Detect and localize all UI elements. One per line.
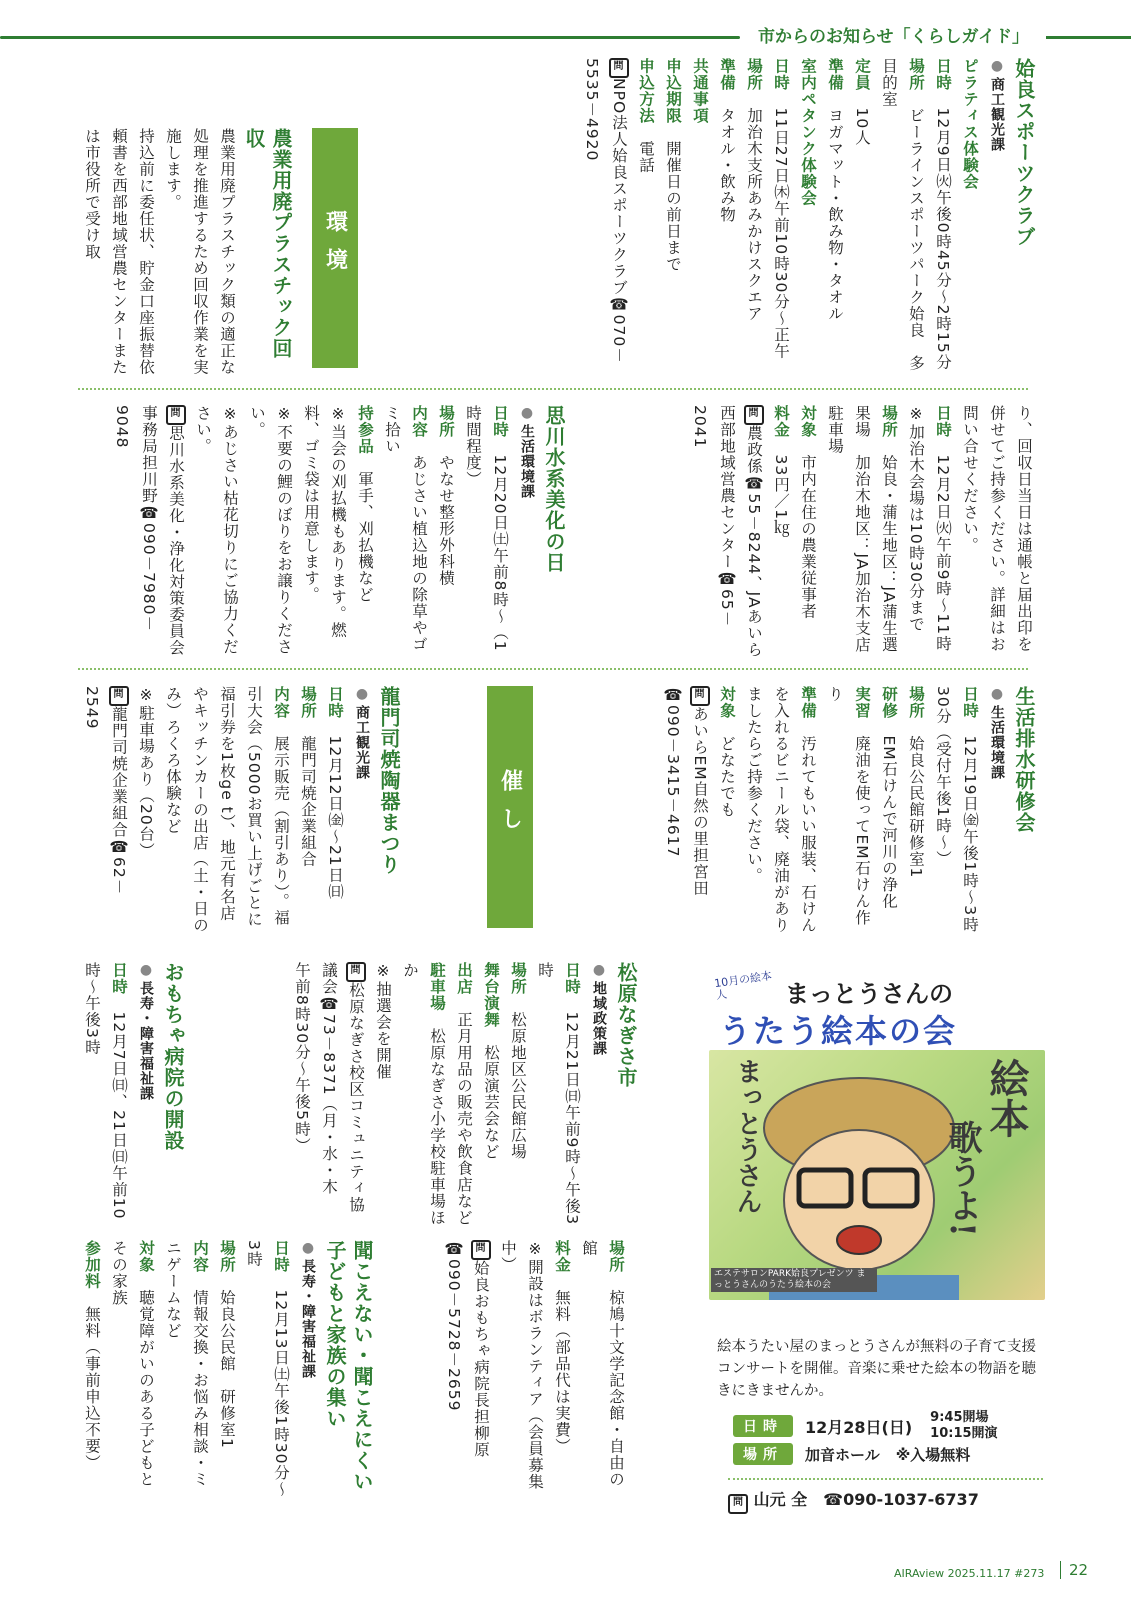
pottery-date: 12月12日㈮～21日㈰: [326, 735, 344, 900]
poster-date-row: [733, 1410, 998, 1442]
label-date: 日時: [326, 686, 344, 719]
label-place: 場所: [218, 1240, 236, 1273]
art-text-1: 絵本: [983, 1058, 1030, 1138]
label-content: 内容: [272, 686, 290, 719]
river-bring: 軍手、刈払機など: [356, 471, 374, 603]
deaf-target: 聴覚障がいのある子どもとその家族: [110, 1240, 155, 1488]
nagisa-title: 松原なぎさ市: [614, 962, 638, 1088]
nagisa-date: 12月21日㈰午前9時～午後3時: [536, 962, 581, 1226]
agri-date: 12月2日㈫午前9時～11時※加治木会場は10時30分まで: [907, 405, 952, 652]
poster-illustration: [709, 1050, 1045, 1300]
poster-date: 12月28日(日): [805, 1417, 913, 1437]
label-common: 共通事項: [691, 58, 709, 124]
label-prep: 準備: [799, 686, 817, 719]
nagisa-shop: 正月用品の販売や飲食店など: [455, 1011, 473, 1226]
pilates-prep: ヨガマット・飲み物・タオル: [826, 107, 844, 322]
nagisa-dept: ● 地域政策課: [591, 962, 607, 1056]
river-inquiry: 思川水系美化・浄化対策委員会 事務局担川野☎090－7980－9048: [113, 405, 185, 673]
section-title: 市からのお知らせ「くらしガイド」: [758, 27, 1029, 47]
label-place: 場所: [437, 405, 455, 438]
drain-dept: ● 生活環境課: [989, 686, 1005, 780]
pottery-title: 龍門司焼陶器まつり: [377, 686, 401, 875]
deaf-title: 聞こえない・聞こえにくい子どもと家族の集い: [323, 1240, 374, 1492]
deaf-date: 12月13日㈯午後1時30分～3時: [245, 1240, 290, 1498]
toy-fee: 無料（部品代は実費）: [553, 1289, 571, 1455]
pilates-place: ビーラインスポーツパーク姶良 多目的室: [880, 58, 925, 372]
poster-free: ※入場無料: [895, 1445, 971, 1464]
label-capacity: 定員: [853, 58, 871, 91]
poster-times: [930, 1410, 997, 1442]
pilates-title: ピラティス体験会: [961, 58, 979, 190]
toy-title: おもちゃ病院の開設: [161, 962, 185, 1151]
toy-note: ※開設はボランティア（会員募集中）: [499, 1240, 544, 1490]
poster-place-row: [733, 1443, 970, 1465]
ehon-poster: [705, 968, 1048, 1322]
river-article: [108, 405, 567, 673]
label-date: 日時: [110, 962, 128, 995]
toy-article-cont: [440, 1240, 629, 1500]
drain-target: どなたでも: [718, 735, 736, 818]
pottery-inquiry: 龍門司焼企業組合☎62－2549: [83, 686, 128, 896]
separator-2: [78, 668, 1028, 670]
art-text-2: 歌うよ!: [942, 1120, 982, 1237]
toy-dept: ● 長寿・障害福祉課: [138, 962, 154, 1101]
agri-article-cont: [686, 405, 1037, 660]
label-fee: 料金: [553, 1240, 571, 1273]
poster-time-open: 9:45開場: [930, 1410, 989, 1425]
deaf-dept: ● 長寿・障害福祉課: [300, 1240, 316, 1379]
label-fee: 参加料: [83, 1240, 101, 1290]
deaf-content: 情報交換・お悩み相談・ミニゲームなど: [164, 1240, 209, 1488]
method: 電話: [637, 140, 655, 174]
label-stage: 舞台演舞: [482, 962, 500, 1028]
sports-inquiry: NPO法人姶良スポーツクラブ☎070－5535－4920: [583, 58, 628, 364]
agri-article: [78, 128, 294, 378]
label-content: 内容: [410, 405, 428, 438]
art-text-3: まっとうさん: [732, 1058, 762, 1214]
river-note3: ※あじさい枯花切りにご協力ください。: [194, 405, 239, 655]
pilates-date: 12月9日㈫午後0時45分～2時15分: [934, 107, 952, 371]
drain-date: 12月19日㈮午後1時～3時30分（受付午後1時～）: [934, 686, 979, 933]
agri-body2: 持込前に委任状、貯金口座振替依頼書を西部地域営農センターまたは市役所で受け取: [83, 128, 155, 376]
nagisa-parking: 松原なぎさ小学校駐車場ほか: [401, 962, 446, 1226]
petanque-prep: タオル・飲み物: [718, 107, 736, 223]
label-date: 日時: [272, 1240, 290, 1273]
label-prep: 準備: [718, 58, 736, 91]
poster-place: 加音ホール: [805, 1445, 880, 1464]
poster-inquiry: 山元 全 ☎090-1037-6737: [753, 1490, 979, 1509]
pottery-content: 展示販売（割引あり）。福引大会（5000お買い上げごとに福引券を1枚ge t）、地元有名店やキッチンカーの出店（土・日のみ）ろくろ体験など: [164, 686, 290, 934]
toy-article: [78, 962, 186, 1227]
label-target: 対象: [799, 405, 817, 438]
river-content: あじさい植込地の除草やゴミ拾い: [383, 405, 428, 653]
agri-title: 農業用廃プラスチック回収: [242, 128, 293, 359]
drain-training: EM石けんで河川の浄化: [880, 735, 898, 910]
agri-body3: り、回収日当日は通帳と届出印を併せてご持参ください。詳細はお問い合せください。: [961, 405, 1033, 653]
river-note1: ※当会の刈払機もあります。燃料、ゴミ袋は用意します。: [302, 405, 347, 639]
agri-inquiry: 農政係☎55－8244、JAあいら西部地域営農センター☎65－2041: [691, 405, 763, 659]
inquiry-icon: 問: [744, 405, 764, 425]
label-target: 対象: [137, 1240, 155, 1273]
poster-time-start: 10:15開演: [930, 1426, 998, 1441]
deaf-fee: 無料（事前申込不要）: [83, 1306, 101, 1471]
nagisa-inquiry: 松原なぎさ校区コミュニティ協議会☎73－8371（月・水・木 午前8時30分～午後5時）: [293, 962, 365, 1213]
inquiry-icon: 問: [346, 962, 366, 982]
page-number: 22: [1060, 1561, 1088, 1579]
label-prep: 準備: [826, 58, 844, 91]
agri-target: 市内在住の農業従事者: [799, 454, 817, 620]
drain-title: 生活排水研修会: [1012, 686, 1036, 833]
inquiry-icon: 問: [109, 686, 129, 706]
poster-sub: 10月の絵本人: [713, 969, 773, 1003]
agri-fee: 33円／1㎏: [772, 454, 790, 537]
separator-1: [78, 388, 1028, 390]
footer-brand: AIRAview 2025.11.17 #273: [894, 1567, 1045, 1580]
pottery-dept: ● 商工観光課: [354, 686, 370, 780]
pottery-article: [78, 686, 402, 936]
nagisa-note: ※抽選会を開催: [374, 962, 392, 1080]
label-training: 研修: [880, 686, 898, 719]
label-method: 申込方法: [637, 58, 655, 124]
inquiry-icon: 問: [166, 405, 186, 425]
river-dept: ● 生活環境課: [519, 405, 535, 499]
petanque-place: 加治木支所あみかけスクエア: [745, 107, 763, 322]
sports-title: 姶良スポーツクラブ: [1012, 58, 1036, 247]
label-place: 場所: [733, 1443, 793, 1465]
pottery-note: ※駐車場あり（20台）: [137, 686, 155, 859]
toy-place: 椋鳩十文学記念館・自由の館: [580, 1240, 625, 1488]
label-shop: 出店: [455, 962, 473, 995]
label-bring: 持参品: [356, 405, 374, 455]
label-content: 内容: [191, 1240, 209, 1273]
label-target: 対象: [718, 686, 736, 719]
label-date: 日時: [733, 1415, 793, 1437]
nagisa-article: [288, 962, 639, 1227]
label-place: 場所: [607, 1240, 625, 1273]
poster-caption: エステサロンPARK姶良プレゼンツ まっとうさんのうたう絵本の会: [711, 1268, 877, 1292]
drain-practice: 廃油を使ってEM石けん作り: [826, 686, 871, 926]
label-date: 日時: [934, 58, 952, 91]
petanque-title: 室内ペタンク体験会: [799, 58, 817, 207]
pottery-place: 龍門司焼企業組合: [299, 735, 317, 868]
river-note2: ※不要の鯉のぼりをお譲りください。: [248, 405, 293, 655]
river-place: やなせ整形外科横: [437, 454, 455, 587]
header-rule-right: [1046, 36, 1131, 39]
toy-inquiry: 姶良おもちゃ病院長担柳原☎090－5728－2659: [445, 1240, 490, 1458]
sports-dept: ● 商工観光課: [989, 58, 1005, 152]
label-place: 場所: [907, 686, 925, 719]
label-practice: 実習: [853, 686, 871, 719]
label-place: 場所: [509, 962, 527, 995]
tag-events: 催し: [487, 686, 533, 928]
label-deadline: 申込期限: [664, 58, 682, 124]
label-place: 場所: [745, 58, 763, 91]
toy-date: 12月7日㈰、21日㈰午前10時～午後3時: [83, 962, 128, 1220]
poster-name: まっとうさんの: [785, 980, 953, 1008]
petanque-date: 11日27日㈭午前10時30分～正午: [772, 107, 790, 360]
label-place: 場所: [907, 58, 925, 91]
label-fee: 料金: [772, 405, 790, 438]
label-place: 場所: [880, 405, 898, 438]
inquiry-icon: 問: [690, 686, 710, 706]
nagisa-stage: 松原演芸会など: [482, 1044, 500, 1160]
pilates-capacity: 10人: [853, 107, 871, 146]
deaf-article: [78, 1240, 375, 1500]
deadline: 開催日の前日まで: [664, 140, 682, 273]
nagisa-place: 松原地区公民館広場: [509, 1011, 527, 1160]
poster-description: 絵本うたい屋のまっとうさんが無料の子育て支援コンサートを開催。音楽に乗せた絵本の物語を聴きにきませんか。: [717, 1339, 1036, 1399]
inquiry-icon: 問: [728, 1494, 748, 1514]
drain-prep: 汚れてもいい服装、石けんを入れるビニール袋、廃油がありましたらご持参ください。: [745, 686, 817, 934]
label-date: 日時: [491, 405, 509, 438]
river-date: 12月20日㈯午前8時～（1時間程度）: [464, 405, 509, 652]
agri-place: 姶良・蒲生地区：JA蒲生選果場 加治木地区：JA加治木支店駐車場: [826, 405, 898, 653]
label-date: 日時: [563, 962, 581, 995]
label-date: 日時: [772, 58, 790, 91]
inquiry-icon: 問: [471, 1240, 491, 1260]
sports-club-article: [578, 58, 1037, 378]
label-place: 場所: [299, 686, 317, 719]
drain-inquiry: あいらEM自然の里担宮田☎090－3415－4617: [664, 686, 709, 897]
inquiry-icon: 問: [609, 58, 629, 78]
header-rule: [0, 36, 740, 39]
drain-place: 姶良公民館研修室1: [907, 735, 925, 879]
label-date: 日時: [934, 405, 952, 438]
label-parking: 駐車場: [428, 962, 446, 1012]
tag-environment: 環境: [312, 128, 358, 368]
poster-title: うたう絵本の会: [719, 1012, 958, 1050]
label-date: 日時: [961, 686, 979, 719]
agri-body1: 農業用廃プラスチック類の適正な処理を推進するため回収作業を実施します。: [164, 128, 236, 376]
poster-contact: [728, 1478, 1043, 1514]
drain-article: [659, 686, 1037, 936]
river-title: 思川水系美化の日: [542, 405, 566, 573]
deaf-place: 姶良公民館 研修室1: [218, 1289, 236, 1449]
